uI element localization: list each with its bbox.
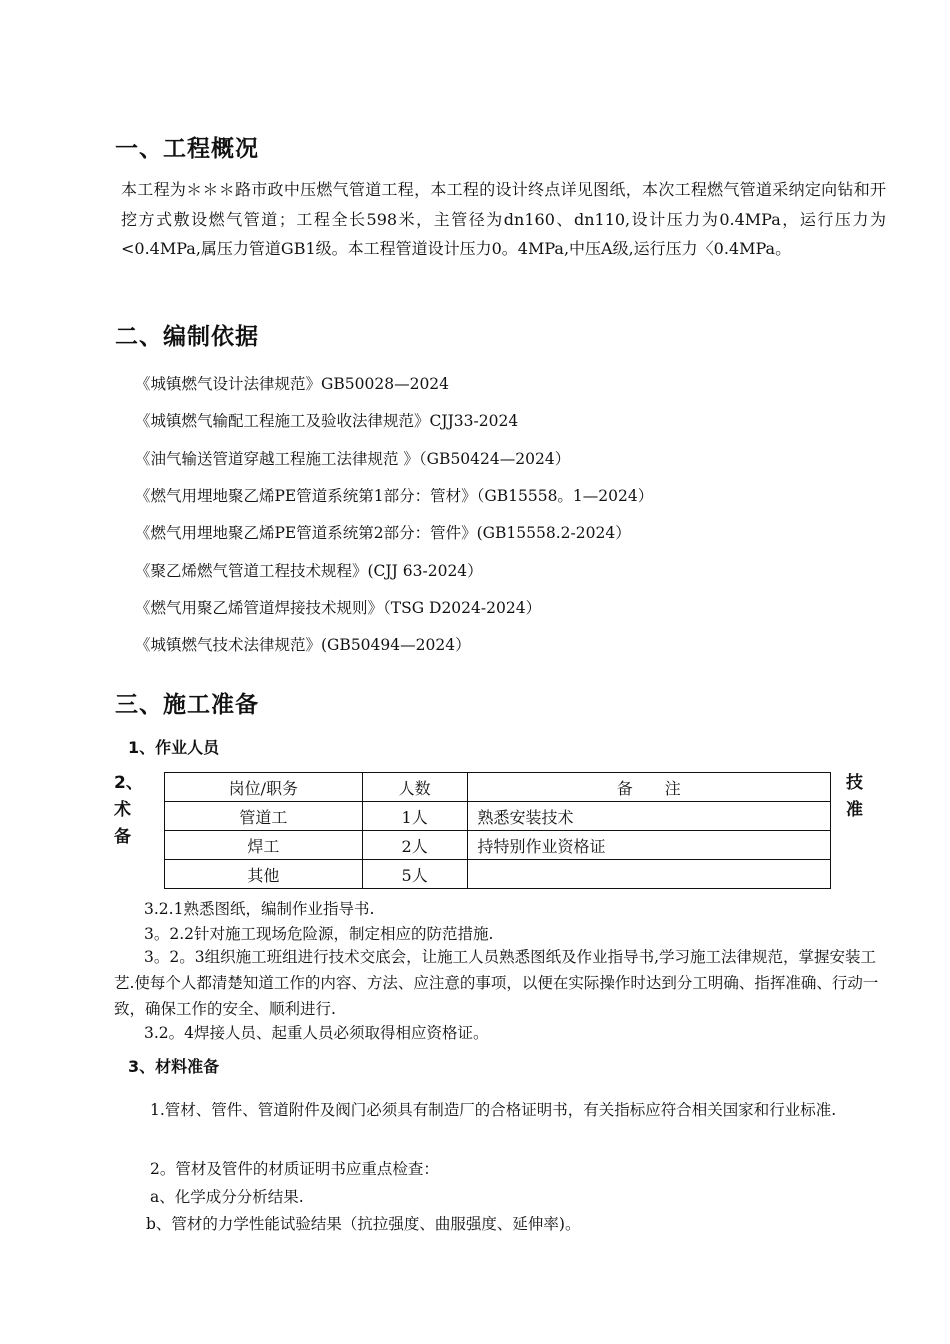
side-char: 2、	[114, 773, 143, 793]
table-cell: 1人	[362, 802, 467, 831]
materials-item: b、管材的力学性能试验结果（抗拉强度、曲服强度、延伸率)。	[146, 1215, 581, 1233]
table-header-cell: 备 注	[467, 773, 830, 802]
materials-item: a、化学成分分析结果.	[150, 1188, 304, 1206]
prep-item: 3.2.1熟悉图纸，编制作业指导书.	[144, 900, 375, 918]
section-heading-basis: 二、编制依据	[115, 324, 259, 350]
reference-item: 《城镇燃气技术法律规范》(GB50494—2024）	[135, 636, 471, 654]
table-row	[165, 860, 831, 889]
table-header-cell: 岗位/职务	[165, 773, 363, 802]
side-label-right	[846, 770, 863, 824]
table-cell: 熟悉安装技术	[467, 802, 830, 831]
section-heading-preparation: 三、施工准备	[115, 692, 259, 718]
subheading-personnel: 1、作业人员	[128, 738, 220, 757]
side-char: 技	[846, 773, 863, 793]
table-cell: 2人	[362, 831, 467, 860]
materials-paragraph: 1.管材、管件、管道附件及阀门必须具有制造厂的合格证明书，有关指标应符合相关国家和行业标准.	[150, 1101, 837, 1119]
reference-item: 《燃气用聚乙烯管道焊接技术规则》（TSG D2024-2024）	[135, 599, 542, 617]
reference-item: 《聚乙烯燃气管道工程技术规程》(CJJ 63-2024）	[135, 562, 483, 580]
prep-item: 3。2。3组织施工班组进行技术交底会，让施工人员熟悉图纸及作业指导书,学习施工法律规范，掌握安装工艺.使每个人都清楚知道工作的内容、方法、应注意的事项，以便在实际操作时达到分工明确、指挥准确、行动一致，确保工作的安全、顺利进行.	[114, 948, 879, 1018]
table-cell: 5人	[362, 860, 467, 889]
reference-item: 《燃气用埋地聚乙烯PE管道系统第2部分：管件》(GB15558.2-2024）	[135, 524, 631, 542]
prep-item: 3。2.2针对施工现场危险源，制定相应的防范措施.	[144, 925, 494, 943]
reference-item: 《城镇燃气设计法律规范》GB50028—2024	[135, 375, 450, 393]
reference-item: 《油气输送管道穿越工程施工法律规范 》（GB50424—2024）	[135, 450, 571, 468]
subheading-materials: 3、材料准备	[128, 1057, 220, 1076]
side-char: 术	[114, 800, 131, 820]
materials-paragraph: 2。管材及管件的材质证明书应重点检查：	[150, 1160, 439, 1178]
table-cell	[467, 860, 830, 889]
table-cell: 焊工	[165, 831, 363, 860]
table-header-cell: 人数	[362, 773, 467, 802]
reference-item: 《城镇燃气输配工程施工及验收法律规范》CJJ33-2024	[135, 412, 519, 430]
table-row	[165, 802, 831, 831]
side-char: 准	[846, 800, 863, 820]
table-cell: 其他	[165, 860, 363, 889]
overview-paragraph: 本工程为＊＊＊路市政中压燃气管道工程，本工程的设计终点详见图纸，本次工程燃气管道采纳定向钻和开挖方式敷设燃气管道；工程全长598米，主管径为dn160、dn110,设计压力为0.4MPa，运行压力为<0.4MPa,属压力管道GB1级。本工程管道设计压力0。4MPa,中压A级,运行压力〈0.4MPa。	[121, 180, 886, 258]
prep-item: 3.2。4焊接人员、起重人员必须取得相应资格证。	[144, 1024, 489, 1042]
side-char: 备	[114, 827, 131, 847]
section-heading-overview: 一、工程概况	[115, 136, 259, 162]
table-cell: 管道工	[165, 802, 363, 831]
table-header-row	[165, 773, 831, 802]
staff-table	[164, 772, 831, 889]
side-label-left	[114, 770, 143, 851]
reference-item: 《燃气用埋地聚乙烯PE管道系统第1部分：管材》（GB15558。1—2024）	[135, 487, 654, 505]
table-row	[165, 831, 831, 860]
table-cell: 持特别作业资格证	[467, 831, 830, 860]
